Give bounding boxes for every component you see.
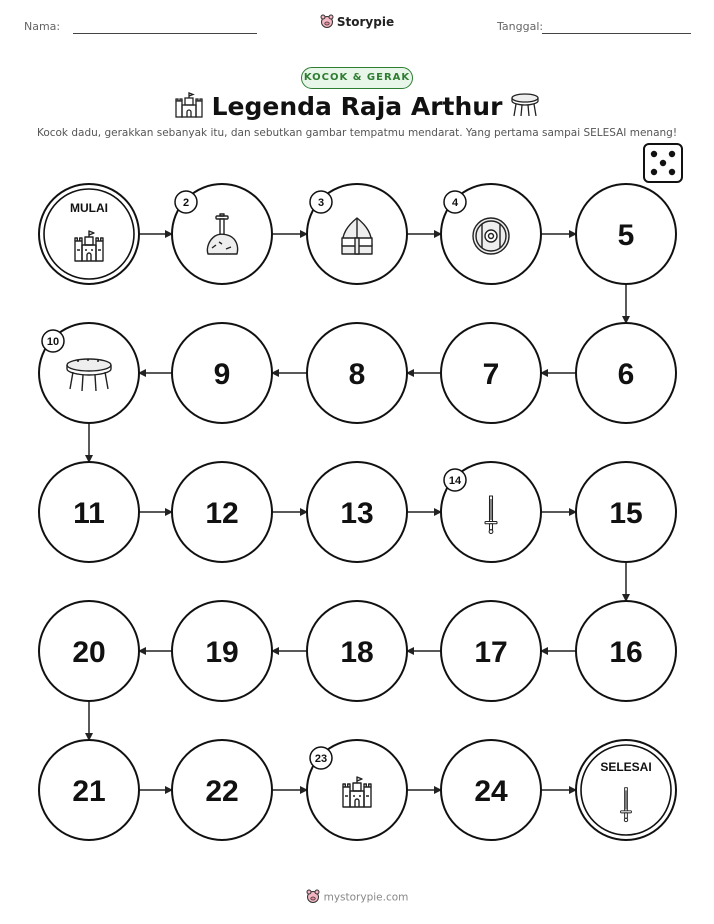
space-number: 4 [451,197,459,209]
board-space-21[interactable] [39,740,139,840]
space-number: 9 [213,358,231,391]
board-space-23[interactable] [307,740,407,840]
shield-icon [473,218,509,254]
space-number: 2 [182,197,190,209]
board-space-5[interactable] [576,184,676,284]
instructions: Kocok dadu, gerakkan sebanyak itu, dan sebutkan gambar tempatmu mendarat. Yang pertama sampai SELESAI menang! [36,127,678,139]
board-space-4[interactable] [441,184,541,284]
space-number: 10 [46,336,60,348]
space-number: 11 [73,497,105,530]
space-number: 12 [205,497,239,530]
board-space-11[interactable] [39,462,139,562]
space-number: 3 [317,197,325,209]
board-space-6[interactable] [576,323,676,423]
board-space-18[interactable] [307,601,407,701]
space-number-badge [42,330,64,352]
board-space-13[interactable] [307,462,407,562]
space-number-badge [310,191,332,213]
space-number: 20 [72,636,106,669]
pig-icon [306,889,320,906]
footer-url: mystorypie.com [323,891,409,904]
board-space-7[interactable] [441,323,541,423]
space-number: 23 [314,753,328,765]
date-label: Tanggal: [497,20,544,33]
board-space-8[interactable] [307,323,407,423]
board-space-2[interactable] [172,184,272,284]
board-space-19[interactable] [172,601,272,701]
space-number: 17 [474,636,508,669]
board-space-14[interactable] [441,462,541,562]
space-number: 24 [474,775,508,808]
footer [0,889,714,906]
space-number: 16 [609,636,643,669]
board-space-10[interactable] [39,323,139,423]
board-space-17[interactable] [441,601,541,701]
space-number: 5 [617,219,635,252]
board-space-25[interactable] [576,740,676,840]
board-space-22[interactable] [172,740,272,840]
title-text: Legenda Raja Arthur [211,92,503,121]
board-space-1[interactable] [39,184,139,284]
space-number-badge [175,191,197,213]
board-space-24[interactable] [441,740,541,840]
finish-label: SELESAI [600,760,652,774]
board-space-16[interactable] [576,601,676,701]
space-number: 21 [72,775,106,808]
space-number: 19 [205,636,239,669]
space-number: 15 [609,497,643,530]
category-badge: KOCOK & GERAK [301,67,413,89]
start-label: MULAI [70,201,108,215]
space-number-badge [444,469,466,491]
space-number: 22 [205,775,239,808]
space-number: 8 [348,358,366,391]
space-number: 18 [340,636,374,669]
brand-name: Storypie [336,15,395,29]
space-number: 13 [340,497,374,530]
space-number: 7 [482,358,500,391]
space-number-badge [444,191,466,213]
board-space-12[interactable] [172,462,272,562]
space-number: 14 [448,475,462,487]
board-space-15[interactable] [576,462,676,562]
name-label: Nama: [24,20,61,33]
space-number: 6 [617,358,635,391]
board-space-3[interactable] [307,184,407,284]
space-number-badge [310,747,332,769]
board-space-9[interactable] [172,323,272,423]
board-space-20[interactable] [39,601,139,701]
